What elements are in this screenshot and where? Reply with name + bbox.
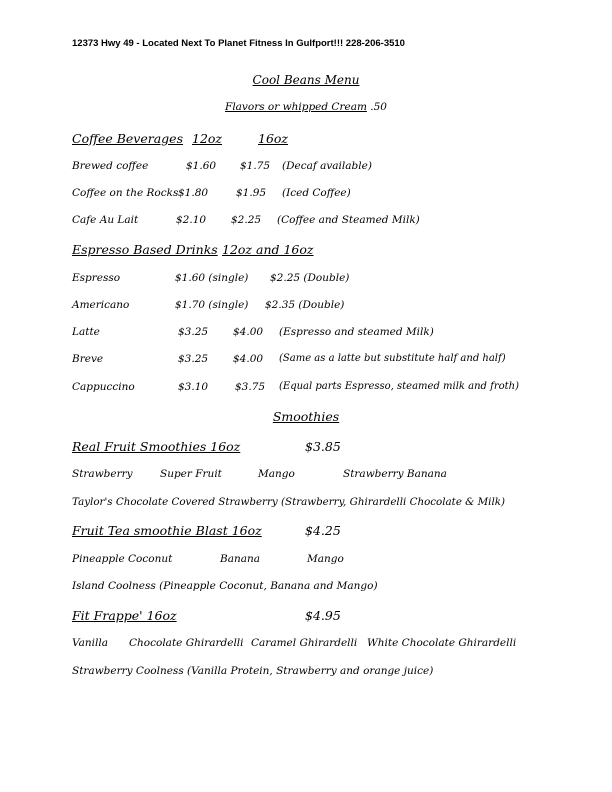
espresso-item-price-1: $3.25 (178, 353, 209, 365)
espresso-item-note: (Same as a latte but substitute half and half) (279, 353, 506, 364)
espresso-item-price-1: $3.10 (178, 381, 209, 393)
espresso-item-price-2: $3.75 (235, 381, 266, 393)
espresso-item-price-2: $2.25 (Double) (270, 272, 350, 284)
flavors-price: .50 (370, 101, 387, 113)
coffee-item-name: Brewed coffee (72, 160, 149, 172)
coffee-item-price-16: $2.25 (231, 214, 262, 226)
fit-frappe-special: Strawberry Coolness (Vanilla Protein, Strawberry and orange juice) (72, 665, 434, 677)
flavors-label: Flavors or whipped Cream (225, 101, 367, 113)
fruit-tea-special: Island Coolness (Pineapple Coconut, Banana and Mango) (72, 580, 378, 592)
fruit-tea-heading: Fruit Tea smoothie Blast 16oz (72, 523, 262, 538)
fit-frappe-flavor: Caramel Ghirardelli (251, 637, 358, 649)
fit-frappe-flavor: Chocolate Ghirardelli (129, 637, 244, 649)
espresso-item-name: Cappuccino (72, 381, 135, 393)
espresso-item-name: Americano (72, 299, 130, 311)
espresso-item-price-1: $3.25 (178, 326, 209, 338)
coffee-item-price-12: $1.60 (186, 160, 217, 172)
fit-frappe-heading: Fit Frappe' 16oz (72, 608, 177, 623)
espresso-item-price-1: $1.60 (single) (175, 272, 249, 284)
real-fruit-flavor: Strawberry Banana (343, 468, 447, 480)
flavors-line (0, 101, 612, 113)
espresso-item-price-2: $2.35 (Double) (265, 299, 345, 311)
coffee-item-note: (Iced Coffee) (282, 187, 351, 199)
espresso-sizes: 12oz and 16oz (222, 242, 314, 257)
fit-frappe-flavor: Vanilla (72, 637, 108, 649)
espresso-item-name: Espresso (72, 272, 121, 284)
coffee-item-price-12: $2.10 (176, 214, 207, 226)
coffee-item-price-16: $1.75 (240, 160, 271, 172)
fit-frappe-price: $4.95 (305, 608, 341, 623)
coffee-item-note: (Decaf available) (282, 160, 372, 172)
real-fruit-special: Taylor's Chocolate Covered Strawberry (Strawberry, Ghirardelli Chocolate & Milk) (72, 496, 506, 508)
espresso-item-price-2: $4.00 (233, 353, 264, 365)
menu-title: Cool Beans Menu (252, 73, 360, 87)
fruit-tea-flavor: Pineapple Coconut (72, 553, 173, 565)
espresso-item-name: Breve (72, 353, 104, 365)
header-address-phone: 12373 Hwy 49 - Located Next To Planet Fitness In Gulfport!!! 228-206-3510 (72, 38, 405, 49)
real-fruit-heading: Real Fruit Smoothies 16oz (72, 439, 241, 454)
fruit-tea-flavor: Banana (220, 553, 261, 565)
coffee-size-12oz: 12oz (192, 131, 223, 146)
real-fruit-flavor: Mango (258, 468, 295, 480)
coffee-item-name: Coffee on the Rocks (72, 187, 179, 199)
coffee-item-price-16: $1.95 (236, 187, 267, 199)
espresso-item-note: (Equal parts Espresso, steamed milk and froth) (279, 381, 519, 392)
espresso-item-note: (Espresso and steamed Milk) (279, 326, 434, 338)
coffee-size-16oz: 16oz (258, 131, 289, 146)
espresso-item-price-2: $4.00 (233, 326, 264, 338)
fruit-tea-price: $4.25 (305, 523, 341, 538)
fruit-tea-flavor: Mango (307, 553, 344, 565)
smoothies-heading: Smoothies (272, 409, 340, 424)
espresso-item-name: Latte (72, 326, 100, 338)
real-fruit-flavor: Super Fruit (160, 468, 222, 480)
espresso-item-price-1: $1.70 (single) (175, 299, 249, 311)
espresso-heading: Espresso Based Drinks (72, 242, 218, 257)
coffee-heading: Coffee Beverages (72, 131, 183, 146)
fit-frappe-flavor: White Chocolate Ghirardelli (367, 637, 517, 649)
real-fruit-flavor: Strawberry (72, 468, 133, 480)
coffee-item-price-12: $1.80 (178, 187, 209, 199)
coffee-item-note: (Coffee and Steamed Milk) (277, 214, 420, 226)
real-fruit-price: $3.85 (305, 439, 341, 454)
coffee-item-name: Cafe Au Lait (72, 214, 139, 226)
